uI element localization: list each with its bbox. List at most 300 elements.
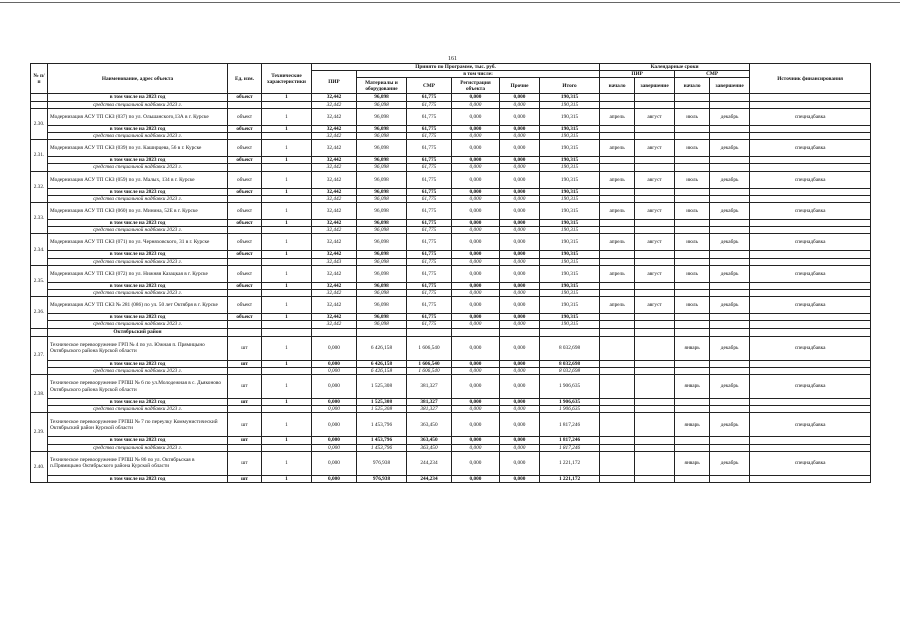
smr-cell: 61,775 — [407, 125, 452, 132]
other-cell: 0,000 — [500, 406, 540, 413]
registration-cell: 0,000 — [452, 140, 500, 157]
object-row — [31, 413, 871, 437]
empty-cell — [600, 406, 635, 413]
materials-cell: 96,098 — [357, 220, 407, 227]
pir-start-cell: апрель — [600, 265, 635, 282]
tech-cell: 1 — [262, 251, 312, 258]
materials-cell: 1 525,308 — [357, 399, 407, 406]
smr-cell: 61,775 — [407, 164, 452, 171]
empty-cell — [600, 258, 635, 265]
total-cell: 190,315 — [540, 195, 600, 202]
tech-cell: 1 — [262, 203, 312, 220]
pir-cell: 0,000 — [312, 375, 357, 399]
total-cell: 190,315 — [540, 125, 600, 132]
tech-cell: 1 — [262, 171, 312, 188]
smr-end-cell: декабрь — [710, 171, 750, 188]
total-cell: 190,315 — [540, 171, 600, 188]
total-cell: 190,315 — [540, 108, 600, 125]
smr-cell: 1 606,540 — [407, 336, 452, 360]
pir-cell: 32,442 — [312, 251, 357, 258]
object-name: Модернизация АСУ ТП СКЗ (059) по ул. Малых, 134 в г. Курске — [48, 171, 228, 188]
materials-cell: 1 525,308 — [357, 375, 407, 399]
empty-cell — [710, 475, 750, 482]
col-total-header: Итого — [540, 78, 600, 94]
registration-cell: 0,000 — [452, 290, 500, 297]
empty-cell — [675, 133, 710, 140]
tech-cell: 1 — [262, 282, 312, 289]
col-smr-end-header: завершение — [710, 78, 750, 94]
row-number: 2.31. — [31, 140, 48, 171]
tech-cell: 1 — [262, 413, 312, 437]
subtotal-label: в том числе на 2023 год — [48, 220, 228, 227]
fund-label: средства специальной надбавки 2023 г. — [48, 321, 228, 328]
smr-cell: 61,775 — [407, 290, 452, 297]
object-name: Модернизация АСУ ТП СКЗ (071) по ул. Черняховского, 31 в г. Курске — [48, 234, 228, 251]
subtotal-label: в том числе на 2023 год — [48, 399, 228, 406]
pir-cell: 32,442 — [312, 94, 357, 101]
fund-label: средства специальной надбавки 2023 г. — [48, 195, 228, 202]
unit-cell: объект — [228, 125, 262, 132]
materials-cell: 96,098 — [357, 157, 407, 164]
tech-cell: 1 — [262, 399, 312, 406]
other-cell: 0,000 — [500, 282, 540, 289]
row-number: 2.37. — [31, 336, 48, 374]
subtotal-label: в том числе на 2023 год — [48, 360, 228, 367]
pir-end-cell: август — [635, 140, 675, 157]
empty-cell — [675, 188, 710, 195]
table-header — [31, 64, 871, 94]
unit-cell: объект — [228, 108, 262, 125]
unit-cell: шт — [228, 437, 262, 444]
object-row — [31, 451, 871, 475]
materials-cell: 96,098 — [357, 282, 407, 289]
unit-cell: шт — [228, 413, 262, 437]
tech-cell: 1 — [262, 336, 312, 360]
empty-cell — [357, 328, 407, 336]
no-cell — [31, 101, 48, 108]
other-cell: 0,000 — [500, 125, 540, 132]
registration-cell: 0,000 — [452, 101, 500, 108]
empty-cell — [675, 220, 710, 227]
empty-cell — [675, 101, 710, 108]
empty-cell — [600, 133, 635, 140]
page-number: 161 — [448, 56, 457, 62]
empty-cell — [600, 157, 635, 164]
other-cell: 0,000 — [500, 265, 540, 282]
empty-cell — [600, 101, 635, 108]
materials-cell: 96,098 — [357, 251, 407, 258]
empty-cell — [675, 367, 710, 374]
tech-cell: 1 — [262, 265, 312, 282]
unit-cell: объект — [228, 265, 262, 282]
empty-cell — [675, 437, 710, 444]
fund-row — [31, 164, 871, 171]
tech-cell: 1 — [262, 108, 312, 125]
smr-cell: 61,775 — [407, 101, 452, 108]
pir-end-cell — [635, 451, 675, 475]
materials-cell: 96,098 — [357, 171, 407, 188]
empty-cell — [635, 157, 675, 164]
materials-cell: 6 426,158 — [357, 367, 407, 374]
total-cell: 1 817,246 — [540, 413, 600, 437]
tech-cell — [262, 227, 312, 234]
other-cell: 0,000 — [500, 220, 540, 227]
incl-header: в том числе: — [357, 71, 600, 78]
fund-row — [31, 258, 871, 265]
total-cell: 1 817,246 — [540, 444, 600, 451]
empty-cell — [600, 94, 635, 101]
empty-cell — [600, 360, 635, 367]
other-cell: 0,000 — [500, 203, 540, 220]
source-cell: спецнадбавка — [750, 297, 871, 314]
total-cell: 1 906,635 — [540, 399, 600, 406]
object-row — [31, 265, 871, 282]
row-number: 2.34. — [31, 234, 48, 265]
fund-label: средства специальной надбавки 2023 г. — [48, 367, 228, 374]
empty-cell — [710, 133, 750, 140]
total-cell: 8 032,698 — [540, 336, 600, 360]
empty-cell — [675, 444, 710, 451]
materials-cell: 1 453,796 — [357, 413, 407, 437]
fund-row — [31, 133, 871, 140]
empty-cell — [750, 328, 871, 336]
year-subtotal-row — [31, 94, 871, 101]
empty-cell — [600, 399, 635, 406]
fund-label: средства специальной надбавки 2023 г. — [48, 406, 228, 413]
materials-cell: 96,098 — [357, 227, 407, 234]
empty-cell — [675, 475, 710, 482]
smr-cell: 381,327 — [407, 375, 452, 399]
smr-cell: 244,234 — [407, 475, 452, 482]
materials-cell: 1 453,796 — [357, 437, 407, 444]
unit-cell: объект — [228, 188, 262, 195]
empty-cell — [750, 133, 871, 140]
smr-cell: 61,775 — [407, 321, 452, 328]
pir-start-cell — [600, 413, 635, 437]
smr-cell: 61,775 — [407, 220, 452, 227]
year-subtotal-row — [31, 282, 871, 289]
unit-cell: шт — [228, 399, 262, 406]
materials-cell: 96,098 — [357, 314, 407, 321]
smr-end-cell: декабрь — [710, 413, 750, 437]
registration-cell: 0,000 — [452, 265, 500, 282]
pir-cell: 32,442 — [312, 140, 357, 157]
other-cell: 0,000 — [500, 413, 540, 437]
materials-cell: 96,098 — [357, 101, 407, 108]
subtotal-label: в том числе на 2023 год — [48, 314, 228, 321]
pir-end-cell: август — [635, 203, 675, 220]
pir-start-cell: апрель — [600, 203, 635, 220]
col-materials-header: Материалы и оборудование — [357, 78, 407, 94]
other-cell: 0,000 — [500, 314, 540, 321]
pir-cell: 32,442 — [312, 321, 357, 328]
empty-cell — [750, 227, 871, 234]
empty-cell — [635, 444, 675, 451]
other-cell: 0,000 — [500, 94, 540, 101]
smr-end-cell: декабрь — [710, 336, 750, 360]
empty-cell — [710, 406, 750, 413]
materials-cell: 96,098 — [357, 125, 407, 132]
empty-cell — [600, 164, 635, 171]
total-cell: 190,315 — [540, 140, 600, 157]
pir-cell: 0,000 — [312, 444, 357, 451]
pir-cell: 32,442 — [312, 227, 357, 234]
empty-cell — [600, 125, 635, 132]
tech-cell: 1 — [262, 234, 312, 251]
fund-row — [31, 195, 871, 202]
smr-cell: 61,775 — [407, 133, 452, 140]
registration-cell: 0,000 — [452, 375, 500, 399]
pir-end-cell — [635, 375, 675, 399]
empty-cell — [635, 188, 675, 195]
empty-cell — [635, 258, 675, 265]
smr-cell: 61,775 — [407, 251, 452, 258]
total-cell: 1 906,635 — [540, 375, 600, 399]
object-name: Модернизация АСУ ТП СКЗ № 281 (086) по ул. 50 лет Октября в г. Курске — [48, 297, 228, 314]
pir-cell: 32,442 — [312, 297, 357, 314]
fund-row — [31, 101, 871, 108]
pir-group-header: ПИР — [600, 71, 675, 78]
fund-label: средства специальной надбавки 2023 г. — [48, 444, 228, 451]
empty-cell — [710, 360, 750, 367]
empty-cell — [600, 475, 635, 482]
object-name: Модернизация АСУ ТП СКЗ (072) по ул. Нижняя Казацкая в г. Курске — [48, 265, 228, 282]
smr-start-cell: июль — [675, 203, 710, 220]
fund-label: средства специальной надбавки 2023 г. — [48, 227, 228, 234]
smr-start-cell: июль — [675, 234, 710, 251]
smr-end-cell: декабрь — [710, 297, 750, 314]
object-name: Техническое перевооружение ГРПШ № 7 по переулку Коммунистический Октябрьский район Курской области — [48, 413, 228, 437]
registration-cell: 0,000 — [452, 227, 500, 234]
empty-cell — [635, 290, 675, 297]
col-pir-start-header: начало — [600, 78, 635, 94]
total-cell: 1 906,635 — [540, 406, 600, 413]
other-cell: 0,000 — [500, 336, 540, 360]
empty-cell — [635, 399, 675, 406]
smr-cell: 61,775 — [407, 282, 452, 289]
pir-cell: 0,000 — [312, 437, 357, 444]
empty-cell — [710, 227, 750, 234]
materials-cell: 96,098 — [357, 94, 407, 101]
fund-label: средства специальной надбавки 2023 г. — [48, 258, 228, 265]
materials-cell: 96,098 — [357, 297, 407, 314]
empty-cell — [750, 282, 871, 289]
other-cell: 0,000 — [500, 227, 540, 234]
pir-cell: 0,000 — [312, 475, 357, 482]
col-smr-start-header: начало — [675, 78, 710, 94]
pir-cell: 32,442 — [312, 220, 357, 227]
empty-cell — [635, 367, 675, 374]
other-cell: 0,000 — [500, 188, 540, 195]
unit-cell: шт — [228, 336, 262, 360]
pir-start-cell — [600, 336, 635, 360]
tech-cell — [262, 258, 312, 265]
empty-cell — [635, 321, 675, 328]
year-subtotal-row — [31, 437, 871, 444]
other-cell: 0,000 — [500, 195, 540, 202]
col-registration-header: Регистрация объекта — [452, 78, 500, 94]
unit-cell: шт — [228, 360, 262, 367]
empty-cell — [750, 367, 871, 374]
smr-cell: 363,450 — [407, 444, 452, 451]
empty-cell — [228, 328, 262, 336]
empty-cell — [600, 282, 635, 289]
section-title: Октябрьский район — [48, 328, 228, 336]
pir-start-cell: апрель — [600, 108, 635, 125]
unit-cell — [228, 444, 262, 451]
empty-cell — [600, 227, 635, 234]
empty-cell — [710, 220, 750, 227]
materials-cell: 96,098 — [357, 188, 407, 195]
fund-row — [31, 367, 871, 374]
unit-cell: объект — [228, 251, 262, 258]
tech-cell — [262, 101, 312, 108]
empty-cell — [500, 328, 540, 336]
pir-start-cell: апрель — [600, 171, 635, 188]
fund-label: средства специальной надбавки 2023 г. — [48, 101, 228, 108]
empty-cell — [710, 251, 750, 258]
total-cell: 1 221,172 — [540, 451, 600, 475]
object-row — [31, 234, 871, 251]
registration-cell: 0,000 — [452, 282, 500, 289]
smr-cell: 61,775 — [407, 258, 452, 265]
other-cell: 0,000 — [500, 108, 540, 125]
object-name: Техническое перевооружение ГРПШ № 86 по ул. Октябрьская в п.Прямицыно Октябрьского района Курской области — [48, 451, 228, 475]
pir-cell: 32,442 — [312, 108, 357, 125]
unit-cell: объект — [228, 234, 262, 251]
pir-start-cell: апрель — [600, 140, 635, 157]
object-name: Техническое перевооружение ГРПШ № 6 по ул.Молодежная в с. Дьяконово Октябрьского района Курской области — [48, 375, 228, 399]
empty-cell — [600, 188, 635, 195]
materials-cell: 96,098 — [357, 321, 407, 328]
total-cell: 190,315 — [540, 282, 600, 289]
empty-cell — [675, 195, 710, 202]
unit-cell — [228, 290, 262, 297]
tech-cell: 1 — [262, 297, 312, 314]
other-cell: 0,000 — [500, 133, 540, 140]
empty-cell — [750, 399, 871, 406]
smr-cell: 61,775 — [407, 108, 452, 125]
tech-cell: 1 — [262, 188, 312, 195]
empty-cell — [710, 444, 750, 451]
registration-cell: 0,000 — [452, 188, 500, 195]
registration-cell: 0,000 — [452, 171, 500, 188]
object-row — [31, 297, 871, 314]
pir-cell: 32,442 — [312, 125, 357, 132]
other-cell: 0,000 — [500, 375, 540, 399]
row-number: 2.32. — [31, 171, 48, 202]
tech-cell — [262, 444, 312, 451]
object-row — [31, 140, 871, 157]
source-cell: спецнадбавка — [750, 108, 871, 125]
empty-cell — [635, 406, 675, 413]
registration-cell: 0,000 — [452, 444, 500, 451]
smr-start-cell: январь — [675, 451, 710, 475]
pir-start-cell: апрель — [600, 234, 635, 251]
year-subtotal-row — [31, 125, 871, 132]
object-name: Модернизация АСУ ТП СКЗ (060) по ул. Минина, 52Е в г. Курске — [48, 203, 228, 220]
unit-cell: шт — [228, 475, 262, 482]
empty-cell — [675, 157, 710, 164]
empty-cell — [710, 258, 750, 265]
tech-cell — [262, 321, 312, 328]
pir-cell: 32,442 — [312, 157, 357, 164]
unit-cell: объект — [228, 203, 262, 220]
smr-cell: 363,450 — [407, 413, 452, 437]
source-cell: спецнадбавка — [750, 203, 871, 220]
pir-cell: 32,443 — [312, 258, 357, 265]
year-subtotal-row — [31, 399, 871, 406]
total-cell: 190,315 — [540, 101, 600, 108]
total-cell: 190,315 — [540, 321, 600, 328]
smr-cell: 61,775 — [407, 234, 452, 251]
empty-cell — [750, 437, 871, 444]
materials-cell: 96,098 — [357, 265, 407, 282]
registration-cell: 0,000 — [452, 360, 500, 367]
tech-cell: 1 — [262, 94, 312, 101]
tech-cell: 1 — [262, 140, 312, 157]
registration-cell: 0,000 — [452, 321, 500, 328]
empty-cell — [750, 157, 871, 164]
tech-cell: 1 — [262, 125, 312, 132]
empty-cell — [710, 399, 750, 406]
smr-end-cell: декабрь — [710, 265, 750, 282]
empty-cell — [635, 195, 675, 202]
pir-end-cell: август — [635, 297, 675, 314]
smr-cell: 1 606,540 — [407, 367, 452, 374]
empty-cell — [750, 360, 871, 367]
tech-cell: 1 — [262, 360, 312, 367]
unit-cell: объект — [228, 314, 262, 321]
total-cell: 190,315 — [540, 258, 600, 265]
empty-cell — [710, 321, 750, 328]
registration-cell: 0,000 — [452, 234, 500, 251]
other-cell: 0,000 — [500, 234, 540, 251]
tech-cell — [262, 164, 312, 171]
other-cell: 0,000 — [500, 140, 540, 157]
year-subtotal-row — [31, 157, 871, 164]
pir-cell: 32,442 — [312, 133, 357, 140]
table-body — [31, 94, 871, 483]
smr-cell: 363,450 — [407, 437, 452, 444]
registration-cell: 0,000 — [452, 451, 500, 475]
total-cell: 8 032,698 — [540, 367, 600, 374]
registration-cell: 0,000 — [452, 203, 500, 220]
object-row — [31, 171, 871, 188]
source-cell: спецнадбавка — [750, 265, 871, 282]
registration-cell: 0,000 — [452, 125, 500, 132]
object-name: Техническое перевооружение ГРП № 4 по ул. Южная п. Прямицыно Октябрьского района Курской области — [48, 336, 228, 360]
calendar-header: Календарные сроки — [600, 64, 750, 71]
other-cell: 0,000 — [500, 475, 540, 482]
col-pir-header: ПИР — [312, 71, 357, 94]
empty-cell — [675, 251, 710, 258]
row-number: 2.30. — [31, 108, 48, 139]
registration-cell: 0,000 — [452, 133, 500, 140]
smr-end-cell: декабрь — [710, 234, 750, 251]
empty-cell — [600, 437, 635, 444]
empty-cell — [600, 328, 635, 336]
tech-cell: 1 — [262, 375, 312, 399]
unit-cell — [228, 101, 262, 108]
total-cell: 1 221,172 — [540, 475, 600, 482]
smr-group-header: СМР — [675, 71, 750, 78]
row-number: 2.36. — [31, 297, 48, 328]
source-cell: спецнадбавка — [750, 375, 871, 399]
empty-cell — [750, 258, 871, 265]
subtotal-label: в том числе на 2023 год — [48, 475, 228, 482]
registration-cell: 0,000 — [452, 406, 500, 413]
